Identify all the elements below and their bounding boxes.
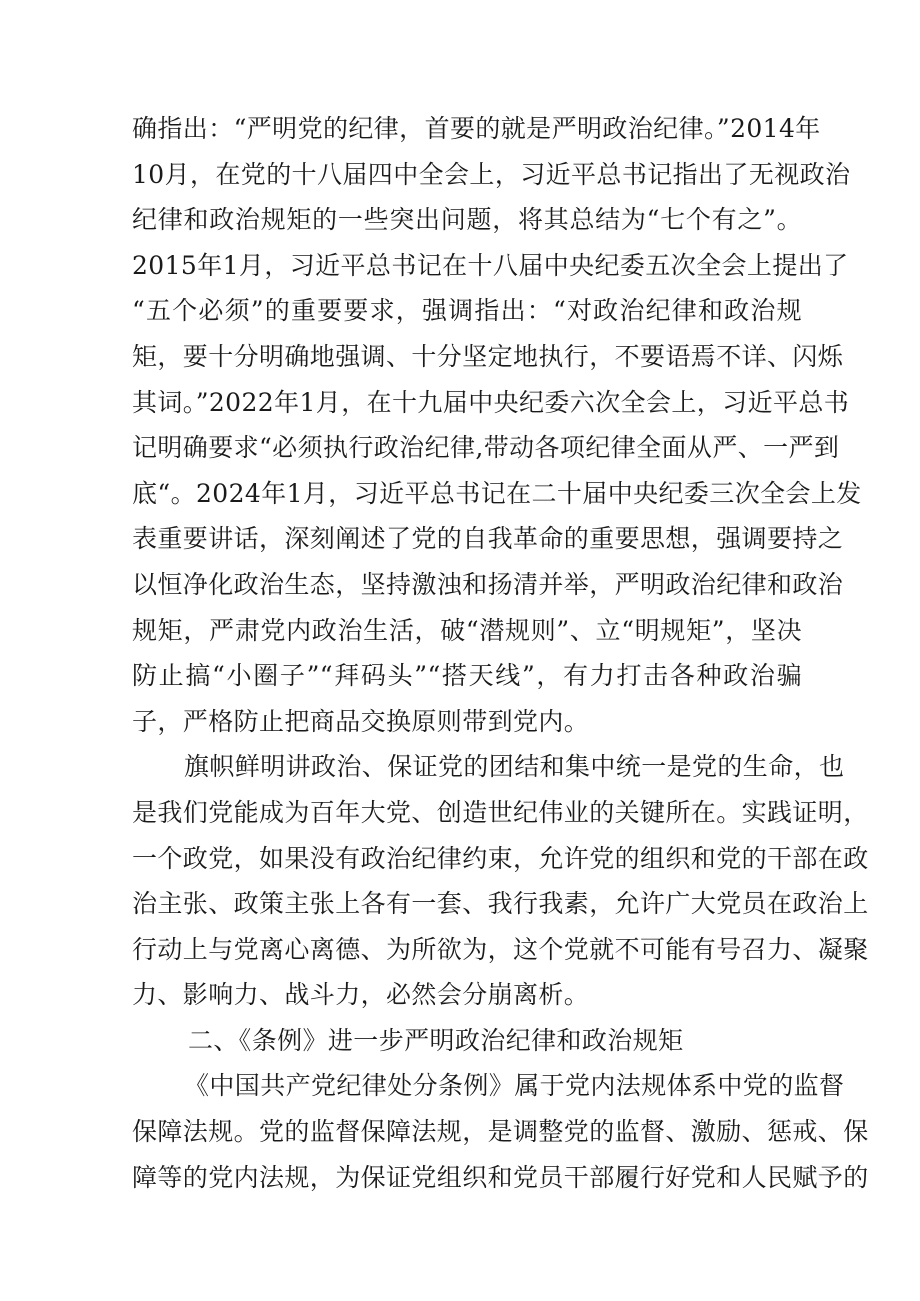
body-line: 子，严格防止把商品交换原则带到党内。 (132, 706, 590, 736)
body-line: 规矩，严肃党内政治生活，破“潜规则”、立“明规矩”，坚决 (132, 615, 802, 645)
body-line: 底“。2024年1月，习近平总书记在二十届中央纪委三次全会上发 (132, 478, 862, 508)
body-line: “五个必须”的重要要求，强调指出：“对政治纪律和政治规 (132, 296, 802, 326)
body-line: 2015年1月，习近平总书记在十八届中央纪委五次全会上提出了 (132, 250, 849, 280)
body-line: 矩，要十分明确地强调、十分坚定地执行，不要语焉不详、闪烁 (132, 341, 844, 371)
body-line: 确指出：“严明党的纪律，首要的就是严明政治纪律。”2014年 (132, 114, 821, 143)
body-line: 是我们党能成为百年大党、创造世纪伟业的关键所在。实践证明， (132, 797, 869, 827)
body-line: 治主张、政策主张上各有一套、我行我素，允许广大党员在政治上 (132, 889, 869, 919)
document-body (132, 106, 869, 1200)
body-line: 其词。”2022年1月，在十九届中央纪委六次全会上，习近平总书 (132, 387, 850, 417)
body-line: 表重要讲话，深刻阐述了党的自我革命的重要思想，强调要持之 (132, 524, 844, 554)
body-line: 防止搞“小圈子”“拜码头”“搭天线”，有力打击各种政治骗 (132, 661, 802, 691)
body-line: 障等的党内法规，为保证党组织和党员干部履行好党和人民赋予的 (132, 1162, 869, 1192)
body-line: 10月，在党的十八届四中全会上，习近平总书记指出了无视政治 (132, 159, 851, 189)
section-heading: 二、《条例》进一步严明政治纪律和政治规矩 (188, 1025, 684, 1055)
body-line: 一个政党，如果没有政治纪律约束，允许党的组织和党的干部在政 (132, 843, 869, 873)
body-line: 保障法规。党的监督保障法规，是调整党的监督、激励、惩戒、保 (132, 1117, 869, 1147)
paragraph-start-line: 《中国共产党纪律处分条例》属于党内法规体系中党的监督 (184, 1071, 845, 1101)
body-line: 行动上与党离心离德、为所欲为，这个党就不可能有号召力、凝聚 (132, 934, 869, 964)
paragraph-start-line: 旗帜鲜明讲政治、保证党的团结和集中统一是党的生命，也 (184, 752, 845, 782)
body-line: 以恒净化政治生态，坚持激浊和扬清并举，严明政治纪律和政治 (132, 569, 844, 599)
body-line: 纪律和政治规矩的一些突出问题，将其总结为“七个有之”。 (132, 205, 802, 235)
body-line: 力、影响力、战斗力，必然会分崩离析。 (132, 980, 590, 1010)
body-line: 记明确要求“必须执行政治纪律,带动各项纪律全面从严、一严到 (132, 433, 840, 463)
